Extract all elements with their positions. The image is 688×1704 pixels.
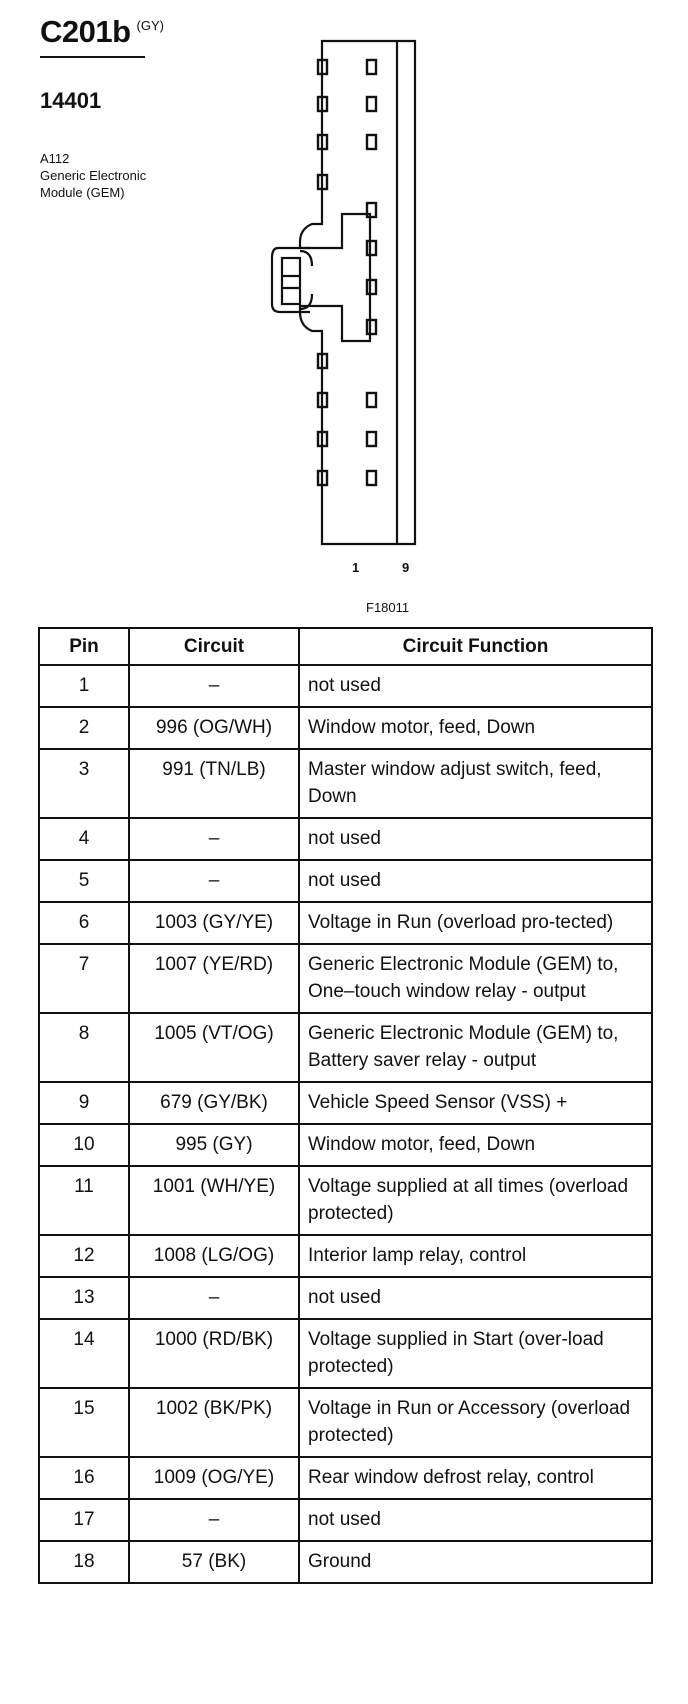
latch-slot	[282, 258, 300, 304]
function-cell: Voltage supplied at all times (overload protected)	[299, 1166, 652, 1235]
circuit-cell: 1002 (BK/PK)	[129, 1388, 299, 1457]
pin-label-1: 1	[352, 560, 360, 575]
pin-cell: 6	[39, 902, 129, 944]
circuit-cell: 1008 (LG/OG)	[129, 1235, 299, 1277]
table-row	[39, 1319, 652, 1388]
pin-cell: 11	[39, 1166, 129, 1235]
function-cell: not used	[299, 860, 652, 902]
pin-label-9: 9	[402, 560, 410, 575]
circuit-cell: 995 (GY)	[129, 1124, 299, 1166]
pin-cell: 16	[39, 1457, 129, 1499]
table-row	[39, 1082, 652, 1124]
function-cell: Voltage in Run or Accessory (overload protected)	[299, 1388, 652, 1457]
pin-cell: 5	[39, 860, 129, 902]
circuit-cell: 679 (GY/BK)	[129, 1082, 299, 1124]
column-header-pin: Pin	[39, 628, 129, 665]
terminal-cavity	[367, 97, 376, 111]
connector-title	[40, 14, 164, 50]
terminal-column-9	[367, 60, 376, 485]
circuit-cell: 996 (OG/WH)	[129, 707, 299, 749]
function-cell: Generic Electronic Module (GEM) to, One–touch window relay - output	[299, 944, 652, 1013]
terminal-cavity	[367, 432, 376, 446]
table-row	[39, 1499, 652, 1541]
function-cell: Vehicle Speed Sensor (VSS) +	[299, 1082, 652, 1124]
table-row	[39, 1013, 652, 1082]
circuit-cell: –	[129, 860, 299, 902]
pin-cell: 2	[39, 707, 129, 749]
pin-cell: 17	[39, 1499, 129, 1541]
function-cell: Window motor, feed, Down	[299, 707, 652, 749]
function-cell: Voltage in Run (overload pro-tected)	[299, 902, 652, 944]
pin-cell: 9	[39, 1082, 129, 1124]
table-row	[39, 749, 652, 818]
function-cell: Voltage supplied in Start (over-load protected)	[299, 1319, 652, 1388]
table-row	[39, 707, 652, 749]
figure-caption: F18011	[366, 600, 410, 615]
connector-color: (GY)	[136, 18, 164, 33]
table-row	[39, 944, 652, 1013]
function-cell: not used	[299, 665, 652, 707]
table-row	[39, 1235, 652, 1277]
table-row	[39, 1277, 652, 1319]
pin-cell: 14	[39, 1319, 129, 1388]
circuit-cell: 1005 (VT/OG)	[129, 1013, 299, 1082]
table-row	[39, 1388, 652, 1457]
circuit-cell: 1003 (GY/YE)	[129, 902, 299, 944]
function-cell: Interior lamp relay, control	[299, 1235, 652, 1277]
circuit-cell: 1009 (OG/YE)	[129, 1457, 299, 1499]
table-row	[39, 1124, 652, 1166]
circuit-cell: –	[129, 818, 299, 860]
connector-diagram	[270, 36, 470, 556]
column-header-function: Circuit Function	[299, 628, 652, 665]
pin-cell: 12	[39, 1235, 129, 1277]
connector-id: C201b	[40, 14, 131, 49]
pin-cell: 7	[39, 944, 129, 1013]
circuit-cell: 1007 (YE/RD)	[129, 944, 299, 1013]
pin-cell: 10	[39, 1124, 129, 1166]
pinout-table	[38, 627, 653, 1584]
table-row	[39, 1166, 652, 1235]
function-cell: not used	[299, 818, 652, 860]
terminal-cavity	[367, 135, 376, 149]
table-row	[39, 860, 652, 902]
circuit-cell: –	[129, 665, 299, 707]
terminal-cavity	[367, 393, 376, 407]
terminal-cavity	[367, 471, 376, 485]
circuit-cell: 991 (TN/LB)	[129, 749, 299, 818]
function-cell: not used	[299, 1277, 652, 1319]
terminal-cavity	[367, 320, 376, 334]
circuit-cell: 57 (BK)	[129, 1541, 299, 1583]
pin-cell: 15	[39, 1388, 129, 1457]
component-description	[40, 150, 146, 201]
table-row	[39, 902, 652, 944]
function-cell: Rear window defrost relay, control	[299, 1457, 652, 1499]
pin-cell: 8	[39, 1013, 129, 1082]
function-cell: Master window adjust switch, feed, Down	[299, 749, 652, 818]
table-row	[39, 665, 652, 707]
pin-cell: 1	[39, 665, 129, 707]
component-line: Module (GEM)	[40, 185, 125, 200]
table-header-row	[39, 628, 652, 665]
function-cell: not used	[299, 1499, 652, 1541]
terminal-cavity	[367, 60, 376, 74]
circuit-cell: –	[129, 1277, 299, 1319]
table-row	[39, 1457, 652, 1499]
table-row	[39, 1541, 652, 1583]
column-header-circuit: Circuit	[129, 628, 299, 665]
title-underline	[40, 56, 145, 58]
component-line: Generic Electronic	[40, 168, 147, 183]
pin-cell: 18	[39, 1541, 129, 1583]
function-cell: Window motor, feed, Down	[299, 1124, 652, 1166]
function-cell: Ground	[299, 1541, 652, 1583]
part-number: 14401	[40, 88, 102, 113]
terminal-cavity	[367, 280, 376, 294]
pin-cell: 3	[39, 749, 129, 818]
circuit-cell: 1000 (RD/BK)	[129, 1319, 299, 1388]
function-cell: Generic Electronic Module (GEM) to, Battery saver relay - output	[299, 1013, 652, 1082]
circuit-cell: –	[129, 1499, 299, 1541]
pin-cell: 13	[39, 1277, 129, 1319]
circuit-cell: 1001 (WH/YE)	[129, 1166, 299, 1235]
pin-cell: 4	[39, 818, 129, 860]
table-row	[39, 818, 652, 860]
terminal-cavity	[367, 241, 376, 255]
component-line: A112	[40, 151, 70, 166]
